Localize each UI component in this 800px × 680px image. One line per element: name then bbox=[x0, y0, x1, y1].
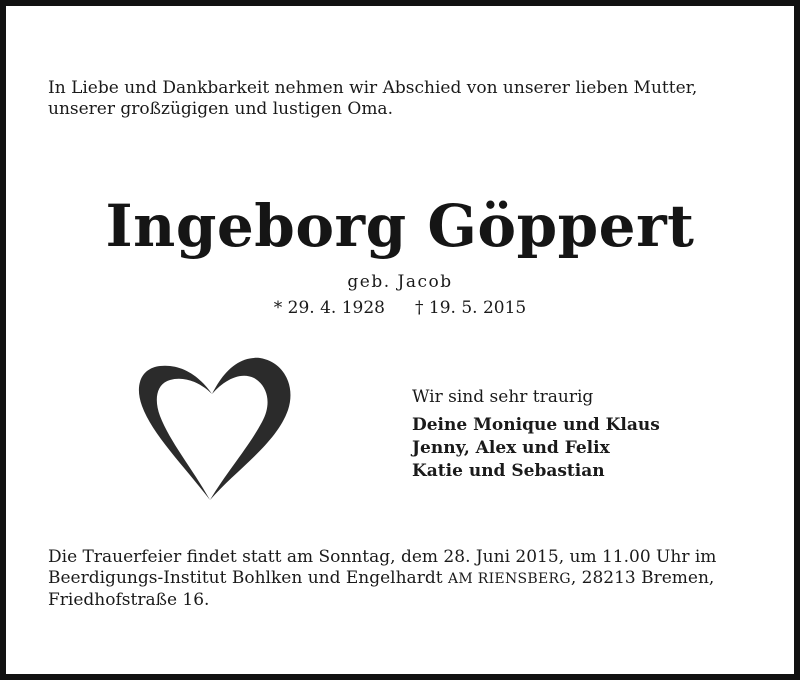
maiden-name: geb. Jacob bbox=[347, 272, 453, 292]
ceremony-line-1: Die Trauerfeier findet statt am Sonntag, dem 28. Juni 2015, um 11.00 Uhr im bbox=[48, 547, 717, 567]
heart-right-stroke bbox=[210, 358, 290, 500]
birth-date: * 29. 4. 1928 bbox=[273, 298, 385, 318]
mourners-block bbox=[412, 386, 752, 483]
heart-left-stroke bbox=[139, 366, 212, 500]
ceremony-info bbox=[48, 547, 760, 611]
ceremony-institute: Beerdigungs-Institut Bohlken und Engelhardt bbox=[48, 568, 443, 588]
mourners-lead: Wir sind sehr traurig bbox=[412, 387, 594, 407]
death-date: † 19. 5. 2015 bbox=[415, 298, 527, 318]
intro-text bbox=[48, 78, 760, 120]
ceremony-city: , 28213 Bremen, bbox=[570, 568, 715, 588]
intro-line-1: In Liebe und Dankbarkeit nehmen wir Abschied von unserer lieben Mutter, bbox=[48, 78, 698, 98]
life-dates bbox=[6, 298, 794, 318]
ceremony-street-caps: AM RIENSBERG bbox=[447, 571, 571, 587]
ceremony-line-3: Friedhofstraße 16. bbox=[48, 590, 210, 610]
heart-outline-icon bbox=[124, 348, 300, 508]
ceremony-line-2 bbox=[48, 568, 760, 590]
intro-line-2: unserer großzügigen und lustigen Oma. bbox=[48, 99, 393, 119]
family-line-2: Jenny, Alex und Felix bbox=[412, 438, 610, 458]
family-line-1: Deine Monique und Klaus bbox=[412, 415, 660, 435]
family-line-3: Katie und Sebastian bbox=[412, 461, 605, 481]
deceased-name: Ingeborg Göppert bbox=[105, 192, 695, 260]
